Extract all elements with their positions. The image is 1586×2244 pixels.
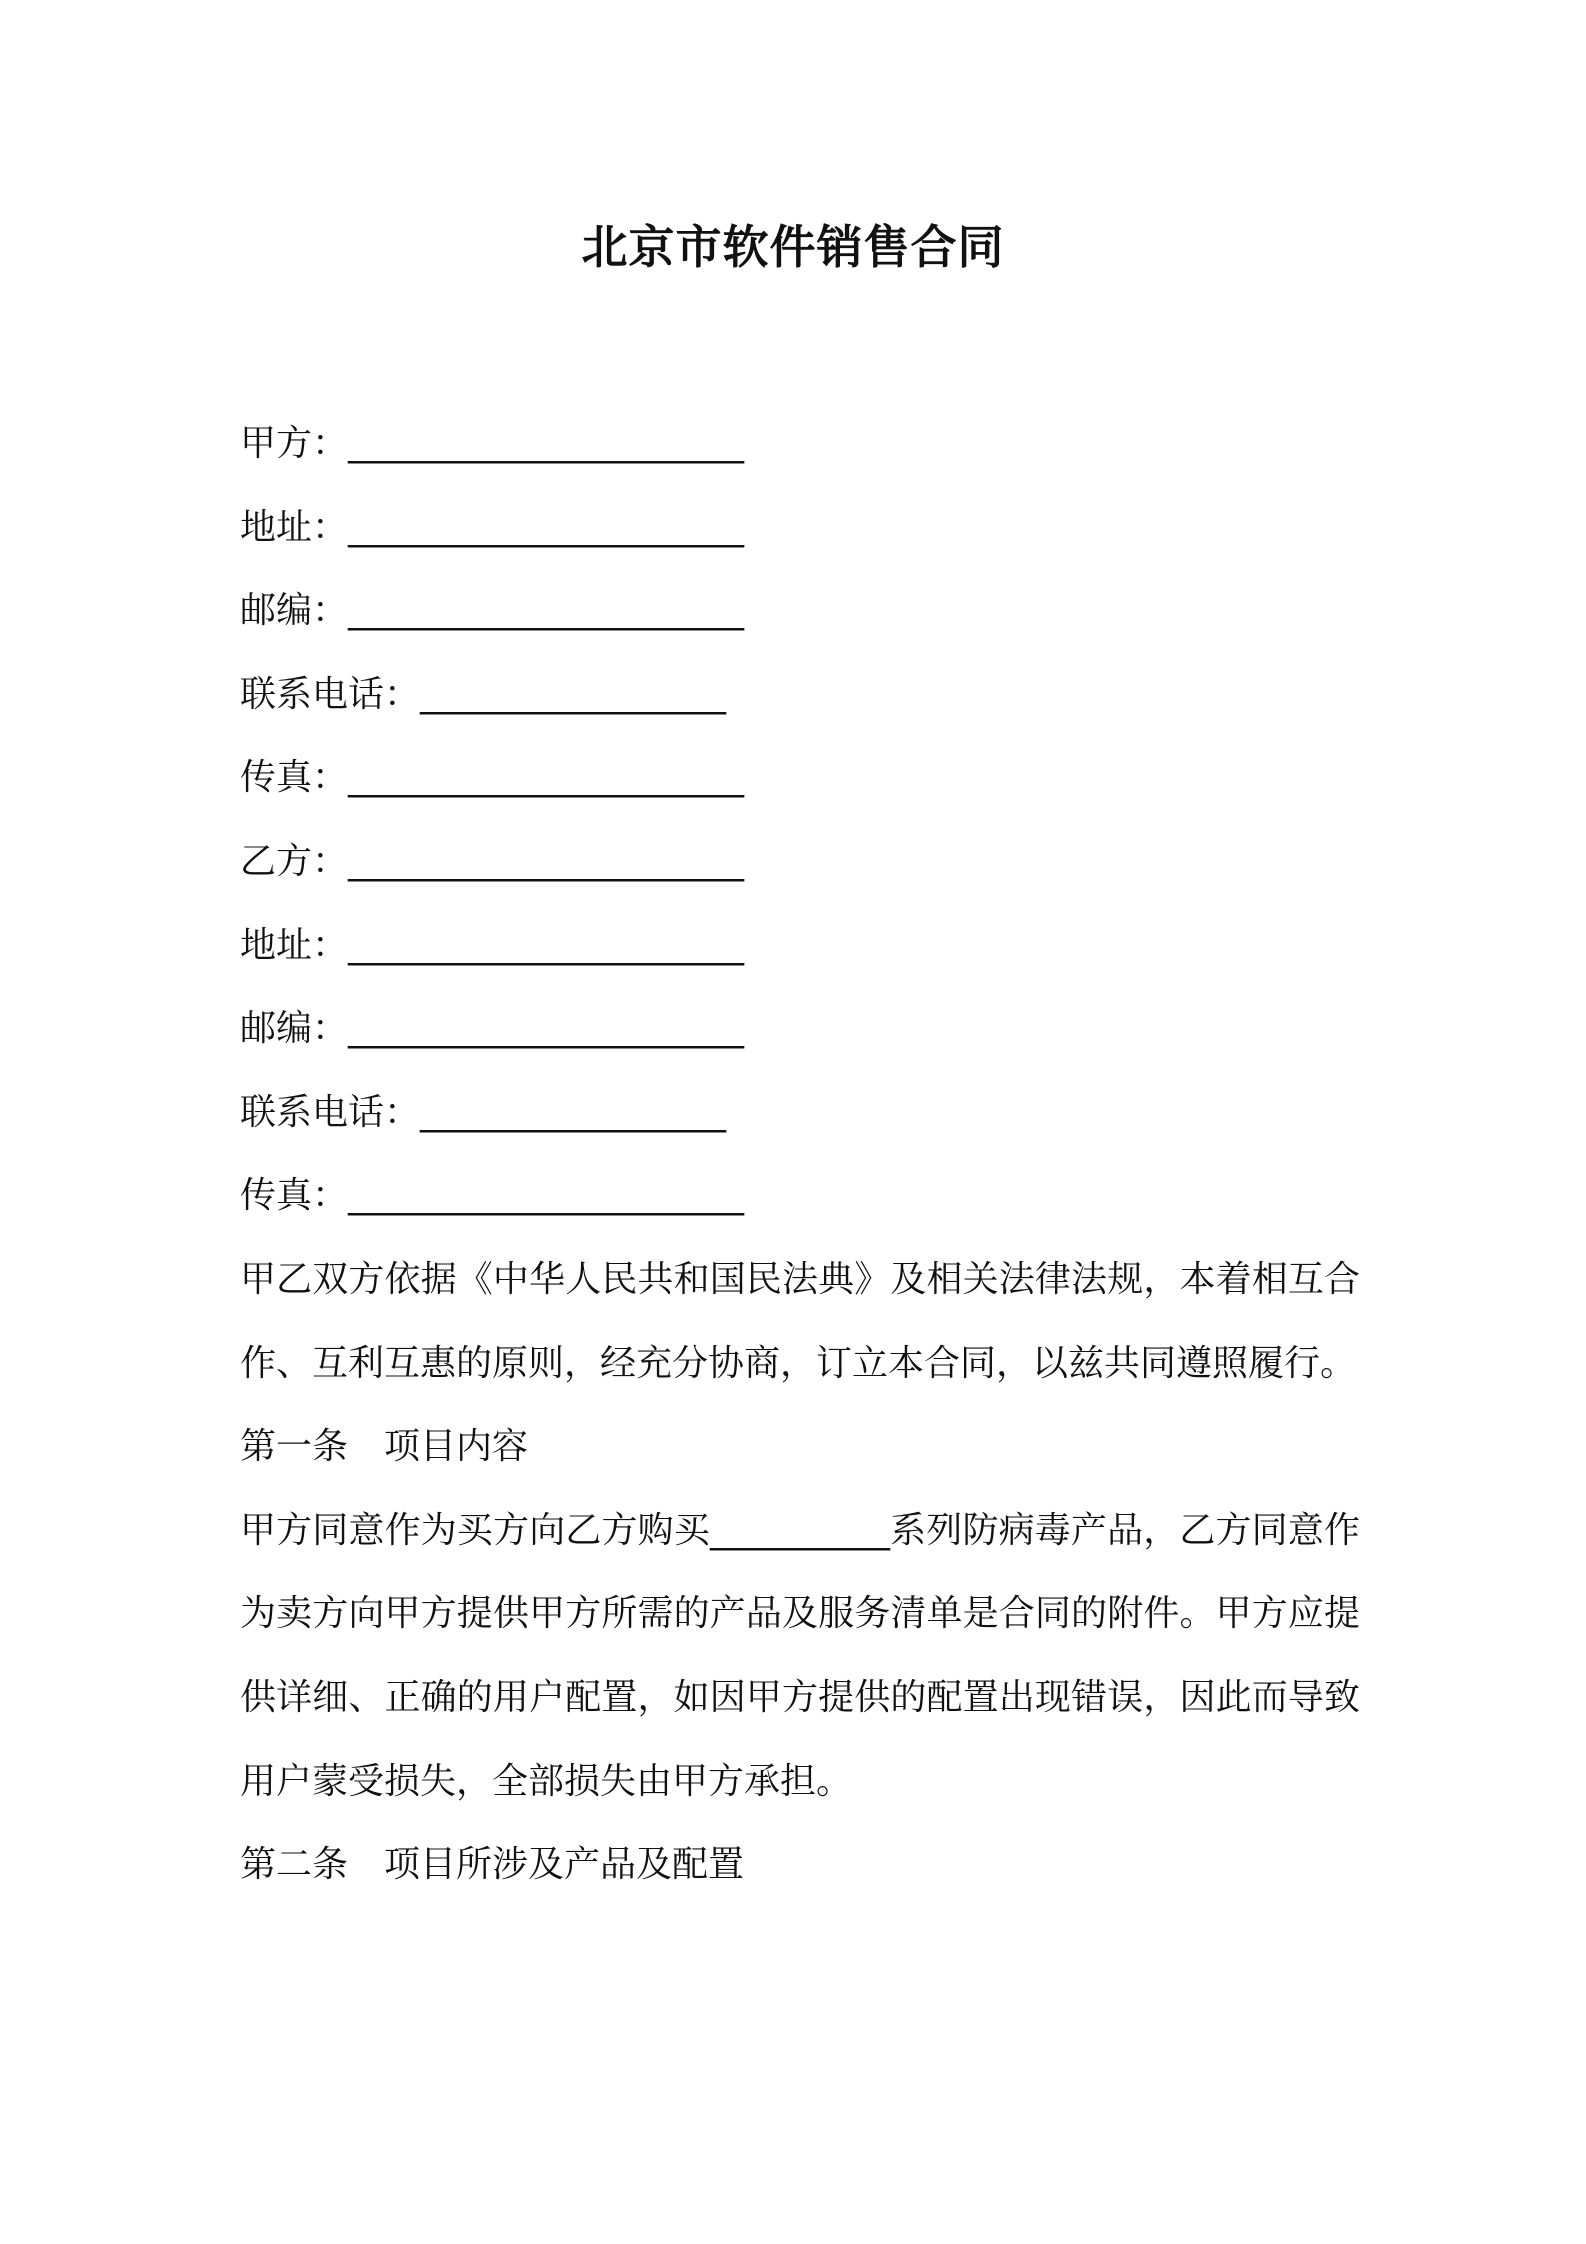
party-b-address-field: 地址：______________________	[240, 924, 745, 966]
party-a-name-field: 甲方：______________________	[240, 423, 745, 464]
article-1-heading: 第一条 项目内容	[240, 1426, 529, 1468]
article-1-paragraph: 甲方同意作为买方向乙方购买__________系列防病毒产品，乙方同意作为卖方向甲方提供甲方所需的产品及服务清单是合同的附件。甲方应提供详细、正确的用户配置，如因甲方提供的配置出现错误，因此而导致用户蒙受损失，全部损失由甲方承担。	[240, 1509, 1360, 1802]
party-b-fax-field: 传真：______________________	[240, 1175, 745, 1217]
party-a-phone-field: 联系电话：_________________	[240, 673, 727, 715]
party-a-fax-field: 传真：______________________	[240, 757, 745, 799]
party-a-postcode-field: 邮编：______________________	[240, 590, 745, 632]
document-body	[240, 402, 1360, 1907]
preamble-paragraph: 甲乙双方依据《中华人民共和国民法典》及相关法律法规，本着相互合作、互利互惠的原则，经充分协商，订立本合同，以兹共同遵照履行。	[240, 1258, 1360, 1384]
party-b-name-field: 乙方：______________________	[240, 840, 745, 882]
party-b-phone-field: 联系电话：_________________	[240, 1091, 727, 1133]
document-title: 北京市软件销售合同	[581, 220, 1005, 274]
party-b-postcode-field: 邮编：______________________	[240, 1008, 745, 1050]
party-a-address-field: 地址：______________________	[240, 506, 745, 548]
article-2-heading: 第二条 项目所涉及产品及配置	[240, 1844, 745, 1886]
